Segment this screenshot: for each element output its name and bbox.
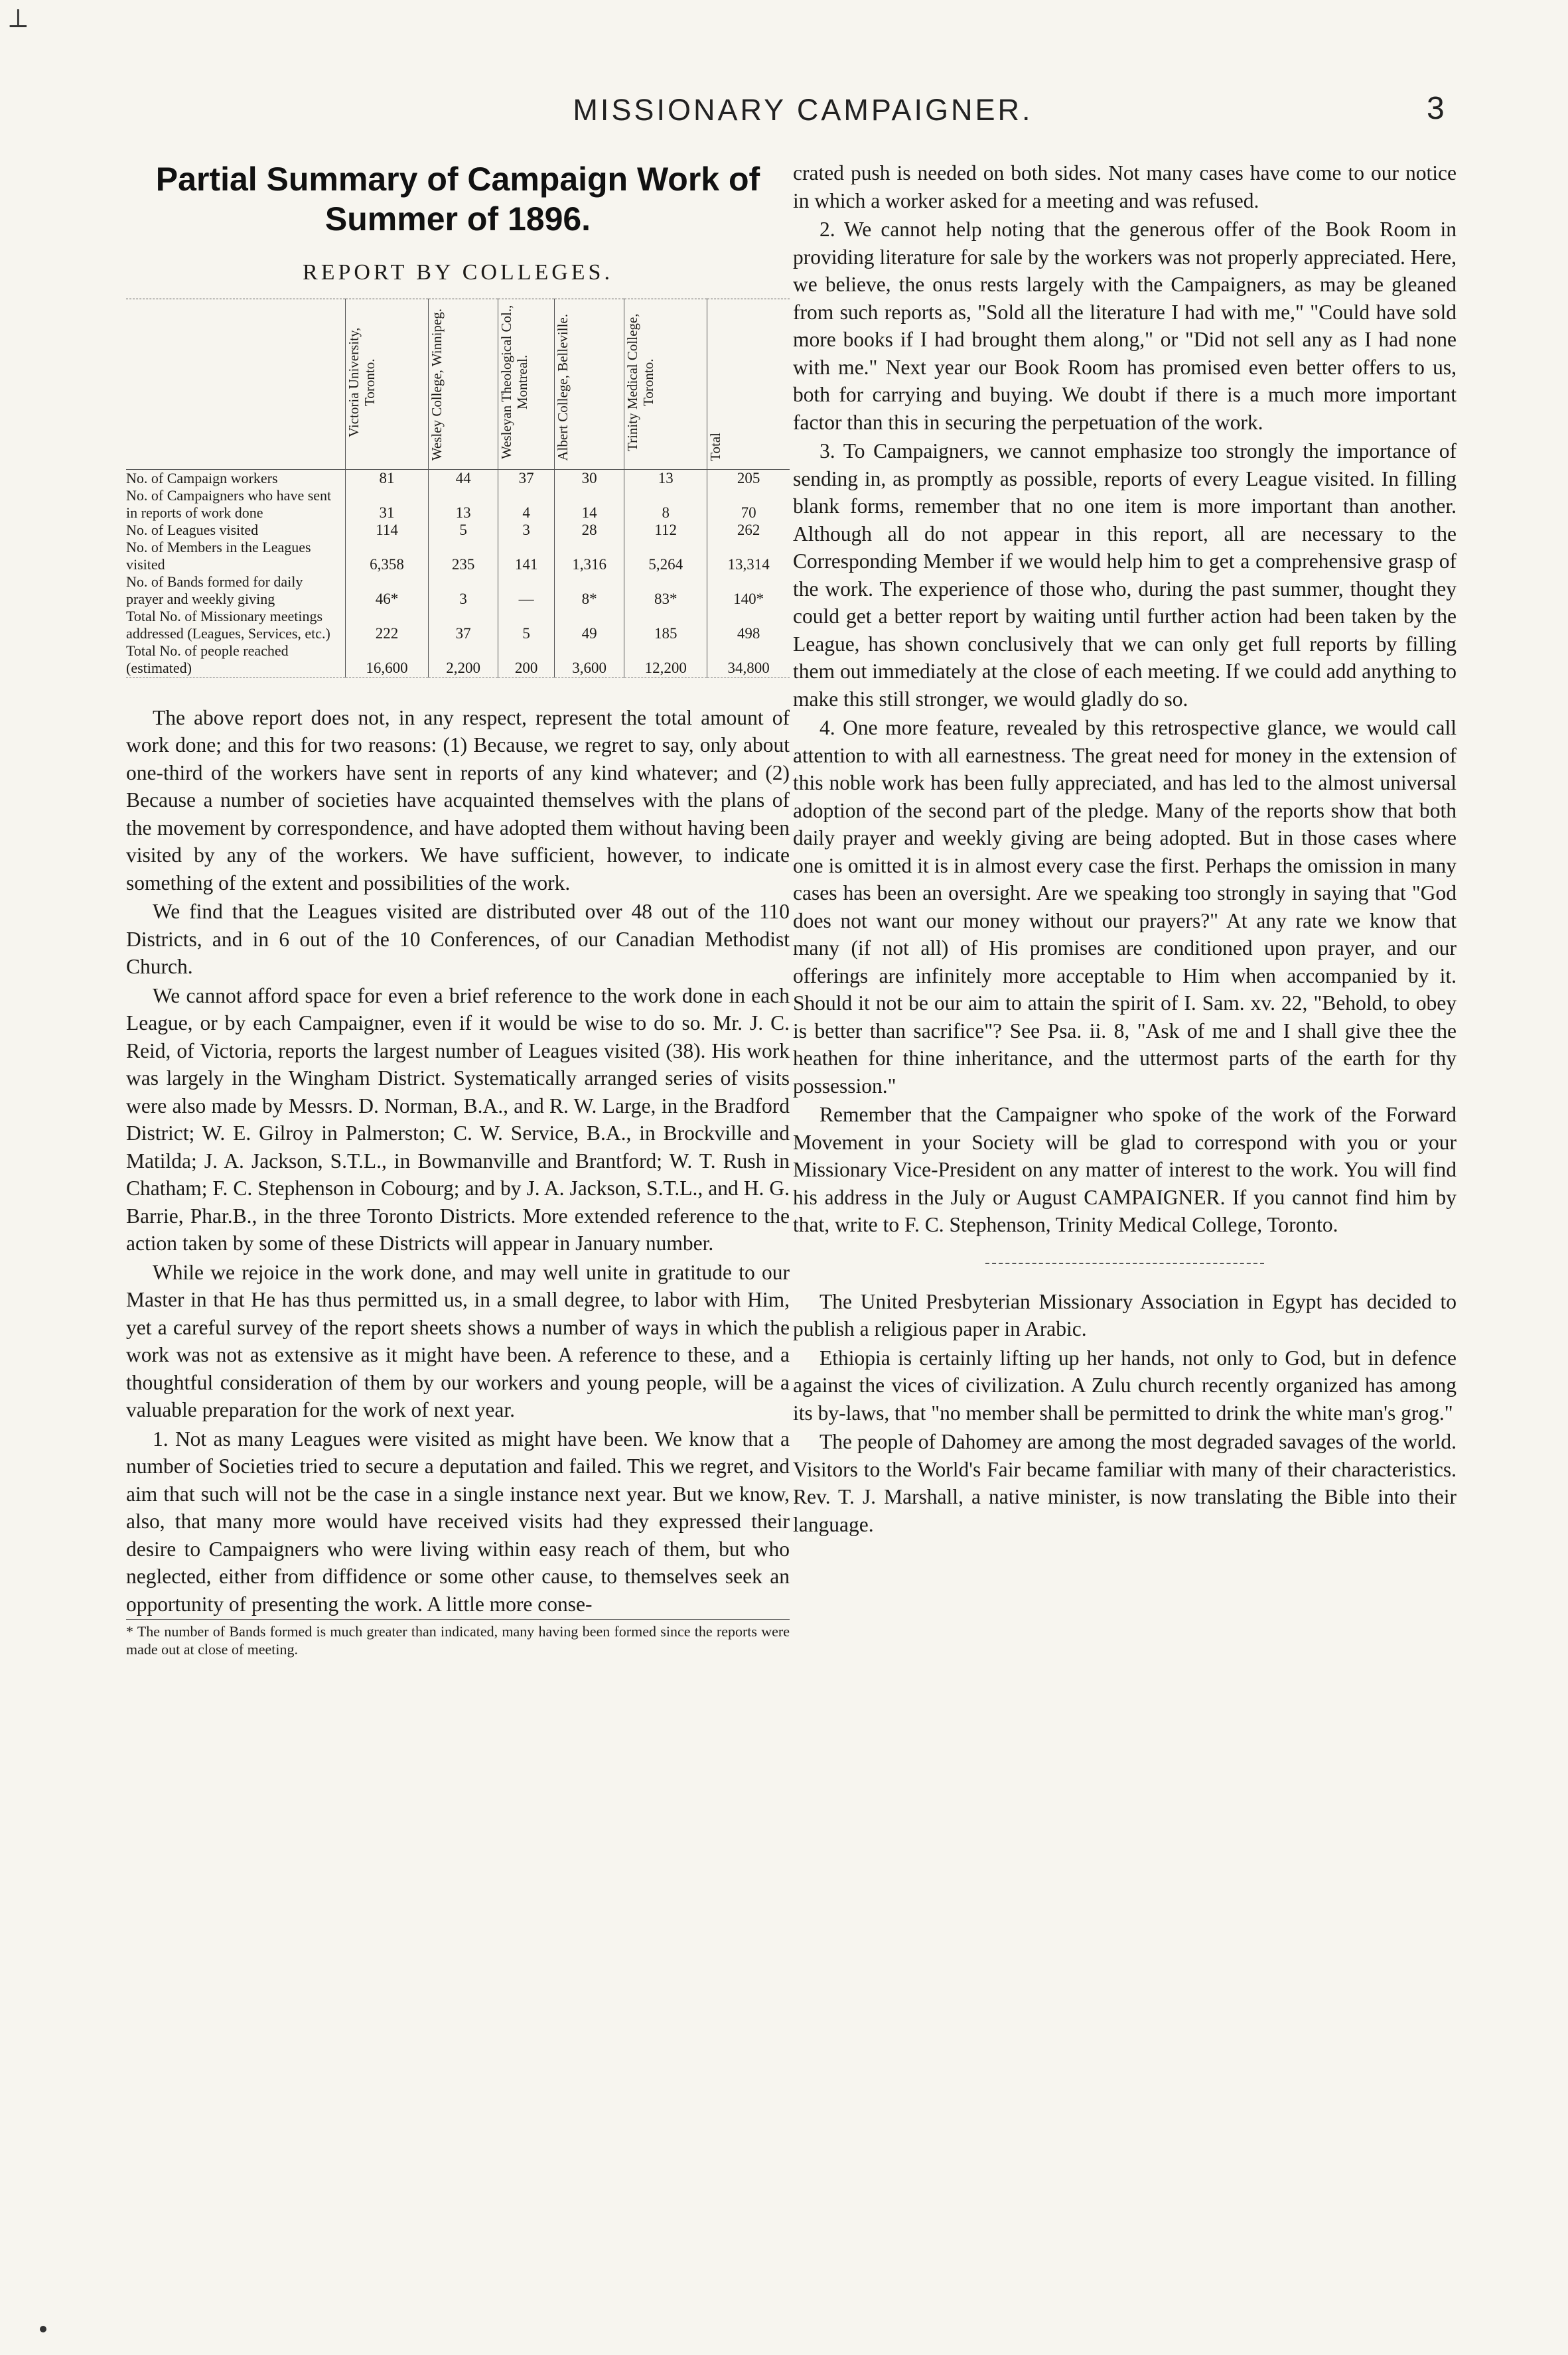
row-label: No. of Leagues visited xyxy=(126,521,259,538)
table-cell: 8* xyxy=(555,573,624,608)
table-cell: 28 xyxy=(555,522,624,539)
table-cell: 112 xyxy=(624,522,707,539)
table-cell: 34,800 xyxy=(707,642,790,678)
column-header: Wesleyan Theological Col., Montreal. xyxy=(498,299,555,469)
table-cell: 498 xyxy=(707,608,790,642)
row-label: No. of Members in the Leagues visited xyxy=(126,538,311,573)
table-cell: 49 xyxy=(555,608,624,642)
table-cell: 3 xyxy=(429,573,498,608)
table-cell: 114 xyxy=(346,522,429,539)
table-cell: 81 xyxy=(346,470,429,487)
column-header: Wesley College, Winnipeg. xyxy=(429,299,498,469)
row-label: No. of Campaign workers xyxy=(126,469,278,486)
table-cell: 13 xyxy=(429,487,498,522)
table-cell: 8 xyxy=(624,487,707,522)
table-row xyxy=(126,608,790,642)
table-header-row xyxy=(126,299,790,469)
table-row xyxy=(126,539,790,573)
running-title: MISSIONARY CAMPAIGNER. xyxy=(573,93,1033,127)
news-note: Ethiopia is certainly lifting up her hands, not only to God, but in defence against the vices of civilization. A Zulu church recently organized has among its by-laws, that "no member shall be permitted to drink the white man's grog." xyxy=(793,1346,1457,1425)
column-header: Total xyxy=(707,299,790,469)
table-row xyxy=(126,487,790,522)
table-cell: 46* xyxy=(346,573,429,608)
table-cell: 14 xyxy=(555,487,624,522)
table-cell: 13 xyxy=(624,470,707,487)
body-paragraph: 1. Not as many Leagues were visited as might have been. We know that a number of Societies tried to secure a deputation and failed. This we regret, and aim that such will not be the case in a single instance next year. But we know, also, that many more would have received visits had they expressed their desire to Campaigners who were living within easy reach of them, but who neglected, either from diffidence or some other cause, to themselves seek an opportunity of presenting the work. A little more conse- xyxy=(126,1427,790,1616)
section-divider xyxy=(985,1263,1264,1264)
table-cell: 235 xyxy=(429,539,498,573)
page-number: 3 xyxy=(1427,91,1445,126)
table-row xyxy=(126,470,790,487)
table-row xyxy=(126,642,790,678)
column-header: Trinity Medical College, Toronto. xyxy=(624,299,707,469)
right-column xyxy=(793,159,1457,1538)
body-paragraph: Remember that the Campaigner who spoke of the work of the Forward Movement in your Society will be glad to correspond with you or your Missionary Vice-President on any matter of interest to the work. You will find his address in the July or August CAMPAIGNER. If you cannot find him by that, write to F. C. Stephenson, Trinity Medical College, Toronto. xyxy=(793,1103,1457,1236)
table-cell: 37 xyxy=(498,470,555,487)
table-cell: 5 xyxy=(429,522,498,539)
row-label: Total No. of Missionary meetings addressed (Leagues, Services, etc.) xyxy=(126,607,330,642)
table-cell: 5,264 xyxy=(624,539,707,573)
table-cell: — xyxy=(498,573,555,608)
corner-dot xyxy=(40,2326,46,2332)
body-paragraph: 4. One more feature, revealed by this retrospective glance, we would call attention to with all earnestness. The great need for money in the extension of this noble work has been fully appreciated, and has led to the almost universal adoption of the second part of the pledge. Many of the reports show that both daily prayer and weekly giving are being adopted. But in those cases where one is omitted it is in almost every case the first. Perhaps the omission in many cases has been an oversight. Are we speaking too strongly in saying that "God does not want our money without our prayers?" At any rate we know that many (if not all) of His promises are conditioned upon prayer, and our offerings are infinitely more acceptable to Him when accompanied by it. Should it not be our aim to attain the spirit of I. Sam. xv. 22, "Behold, to obey is better than sacrifice"? See Psa. ii. 8, "Ask of me and I shall give thee the heathen for thine inheritance, and the uttermost parts of the earth for thy possession." xyxy=(793,716,1457,1098)
table-cell: 12,200 xyxy=(624,642,707,678)
report-table xyxy=(126,299,790,678)
table-cell: 2,200 xyxy=(429,642,498,678)
table-cell: 5 xyxy=(498,608,555,642)
table-cell: 16,600 xyxy=(346,642,429,678)
row-label: No. of Campaigners who have sent in reports of work done xyxy=(126,486,332,521)
body-paragraph: crated push is needed on both sides. Not many cases have come to our notice in which a worker asked for a meeting and was refused. xyxy=(793,161,1457,212)
body-paragraph: The above report does not, in any respect, represent the total amount of work done; and this for two reasons: (1) Because, we regret to say, only about one-third of the workers have sent in reports of any kind whatever; and (2) Because a number of societies have acquainted themselves with the plans of the movement by correspondence, and have adopted them without having been visited by any of the workers. We have sufficient, however, to indicate something of the extent and possibilities of the work. xyxy=(126,705,790,894)
table-cell: 44 xyxy=(429,470,498,487)
article-subtitle: REPORT BY COLLEGES. xyxy=(303,260,613,285)
table-row xyxy=(126,522,790,539)
news-note: The United Presbyterian Missionary Association in Egypt has decided to publish a religious paper in Arabic. xyxy=(793,1289,1457,1340)
table-cell: 140* xyxy=(707,573,790,608)
table-cell: 3,600 xyxy=(555,642,624,678)
table-cell: 37 xyxy=(429,608,498,642)
row-label: Total No. of people reached (estimated) xyxy=(126,642,289,676)
article-title: Partial Summary of Campaign Work of Summer of 1896. xyxy=(155,161,760,238)
row-label: No. of Bands formed for daily prayer and weekly giving xyxy=(126,573,303,607)
table-cell: 3 xyxy=(498,522,555,539)
table-cell: 141 xyxy=(498,539,555,573)
table-cell: 13,314 xyxy=(707,539,790,573)
table-cell: 70 xyxy=(707,487,790,522)
news-note: The people of Dahomey are among the most degraded savages of the world. Visitors to the World's Fair became familiar with many of their characteristics. Rev. T. J. Marshall, a native minister, is now translating the Bible into their language. xyxy=(793,1430,1457,1536)
column-header: Albert College, Belleville. xyxy=(555,299,624,469)
table-cell: 4 xyxy=(498,487,555,522)
footnote: * The number of Bands formed is much greater than indicated, many having been formed since the reports were made out at close of meeting. xyxy=(126,1619,790,1658)
report-table-wrap xyxy=(126,299,790,678)
table-cell: 6,358 xyxy=(346,539,429,573)
table-cell: 31 xyxy=(346,487,429,522)
table-cell: 200 xyxy=(498,642,555,678)
table-cell: 222 xyxy=(346,608,429,642)
body-paragraph: We find that the Leagues visited are distributed over 48 out of the 110 Districts, and in 6 out of the 10 Conferences, of our Canadian Methodist Church. xyxy=(126,900,790,978)
table-cell: 205 xyxy=(707,470,790,487)
body-paragraph: 2. We cannot help noting that the generous offer of the Book Room in providing literature for sale by the workers was not properly appreciated. Here, we believe, the onus rests largely with the Campaigners, as may be gleaned from such reports as, "Sold all the literature I had with me," "Could have sold more books if I had brought them along," or "Did not sell any as I had none with me." Next year our Book Room has promised even better offers to us, both for carrying and buying. We doubt if there is a much more important factor than this in securing the perpetuation of the work. xyxy=(793,218,1457,434)
corner-mark: ⟂ xyxy=(9,3,27,33)
table-row xyxy=(126,573,790,608)
table-cell: 185 xyxy=(624,608,707,642)
table-cell: 83* xyxy=(624,573,707,608)
table-cell: 1,316 xyxy=(555,539,624,573)
table-cell: 30 xyxy=(555,470,624,487)
body-paragraph: While we rejoice in the work done, and may well unite in gratitude to our Master in that He has thus permitted us, in a small degree, to labor with Him, yet a careful survey of the report sheets shows a number of ways in which the work was not as extensive as it might have been. A reference to these, and a thoughtful consideration of them by our workers and young people, will be a valuable preparation for the work of next year. xyxy=(126,1260,790,1421)
table-corner-cell xyxy=(126,299,346,469)
body-paragraph: 3. To Campaigners, we cannot emphasize too strongly the importance of sending in, as promptly as possible, reports of every League visited. In filling blank forms, remember that no one item is more important than another. Although all do not appear in this report, all are necessary to the Corresponding Member if we would help him to get a comprehensive grasp of the work. The experience of those who, during the past summer, thought they could get a better report by waiting until further action had been taken by the League, has shown conclusively that we can only get full reports by filling them out immediately at the close of each meeting. If we could add anything to make this still stronger, we would gladly do so. xyxy=(793,439,1457,711)
body-paragraph: We cannot afford space for even a brief reference to the work done in each League, or by each Campaigner, even if it would be wise to do so. Mr. J. C. Reid, of Victoria, reports the largest number of Leagues visited (38). His work was largely in the Wingham District. Systematically arranged series of visits were also made by Messrs. D. Norman, B.A., and R. W. Large, in the Bradford District; W. E. Gilroy in Palmerston; C. W. Service, B.A., in Brockville and Matilda; J. A. Jackson, S.T.L., in Bowmanville and Brantford; W. T. Rush in Chatham; F. C. Stephenson in Cobourg; and by J. A. Jackson, S.T.L., and H. G. Barrie, Phar.B., in the three Toronto Districts. More extended reference to the action taken by some of these Districts will appear in January number. xyxy=(126,983,790,1255)
column-header: Victoria University, Toronto. xyxy=(346,299,429,469)
table-cell: 262 xyxy=(707,522,790,539)
left-column xyxy=(126,159,790,1658)
